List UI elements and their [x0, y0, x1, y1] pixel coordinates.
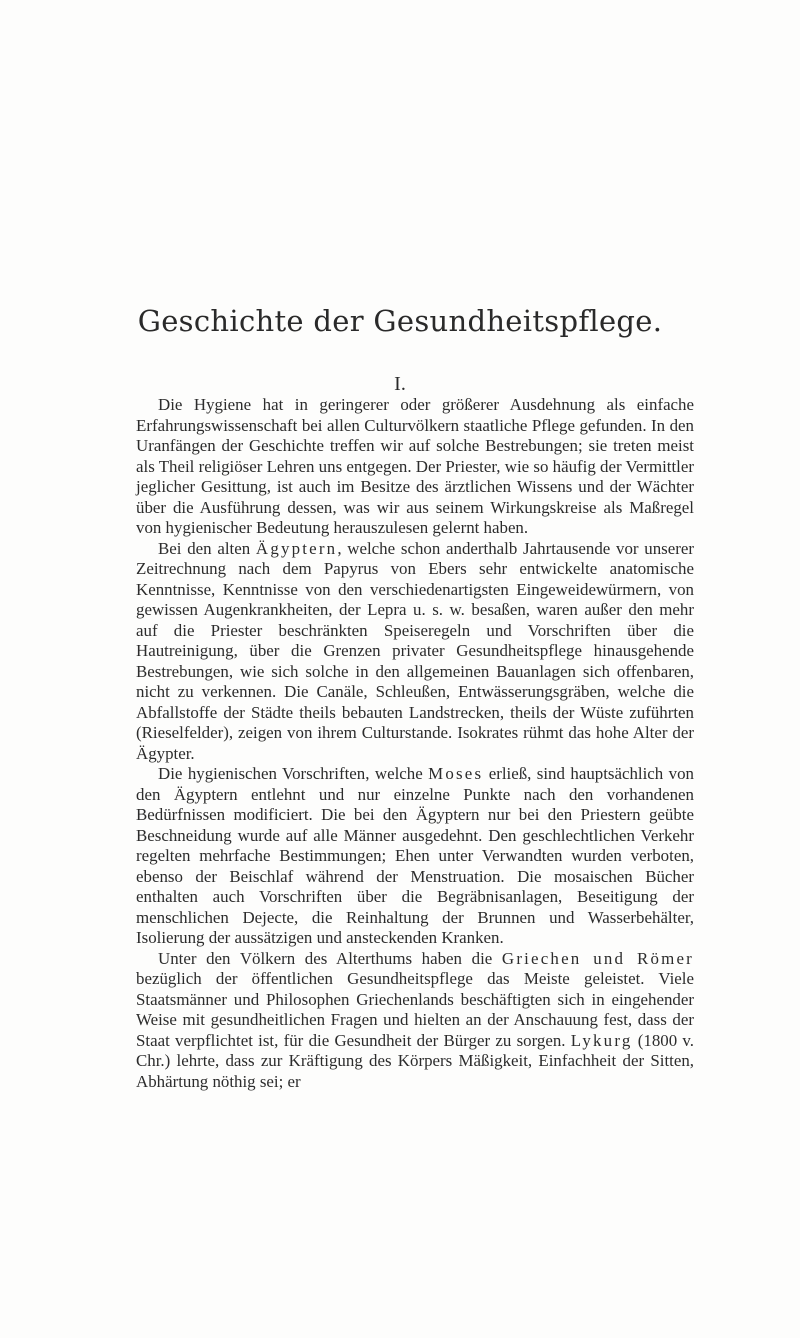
paragraph-4 [136, 949, 694, 1093]
paragraph-4-text-b: bezüglich der öffentlichen Gesundheitspflege das Meiste geleistet. Viele Staatsmänner und Philosophen Griechenlands beschäftigten sich in eingehender Weise mit gesundheitlichen Fragen und hielten an der Anschauung fest, dass der Staat verpflichtet ist, für die Gesundheit der Bürger zu sorgen. [136, 969, 694, 1050]
paragraph-2-text-b: , welche schon anderthalb Jahrtausende vor unserer Zeitrechnung nach dem Papyrus von Ebers sehr entwickelte anatomische Kenntnisse, Kenntnisse von den verschiedenartigsten Eingeweidewürmern, von gewissen Augenkrankheiten, der Lepra u. s. w. besaßen, waren außer den mehr auf die Priester beschränkten Speiseregeln und Vorschriften über die Hautreinigung, über die Grenzen privater Gesundheitspflege hinausgehende Bestrebungen, wie sich solche in den allgemeinen Bauanlagen sich offenbaren, nicht zu verkennen. Die Canäle, Schleußen, Entwässerungsgräben, welche die Abfallstoffe der Städte theils bebauten Landstrecken, theils der Wüste zuführten (Rieselfelder), zeigen von ihrem Culturstande. Isokrates rühmt das hohe Alter der Ägypter. [136, 538, 695, 763]
body-text [136, 395, 694, 1092]
emphasized-term-griechen-roemer: Griechen und Römer [501, 948, 695, 968]
section-number: I. [394, 373, 406, 395]
paragraph-4-text-a: Unter den Völkern des Alterthums haben die [158, 948, 502, 968]
paragraph-3-text-a: Die hygienischen Vorschriften, welche [158, 764, 429, 783]
paragraph-3 [136, 764, 694, 949]
paragraph-3-text-b: erließ, sind hauptsächlich von den Ägyptern entlehnt und nur einzelne Punkte nach den vorhandenen Bedürfnissen modificiert. Die bei den Ägyptern nur bei den Priestern geübte Beschneidung wurde auf alle Männer ausgedehnt. Den geschlechtlichen Verkehr regelten mehrfache Bestimmungen; Ehen unter Verwandten wurden verboten, ebenso der Beischlaf während der Menstruation. Die mosaischen Bücher enthalten auch Vorschriften über die Begräbnisanlagen, Beseitigung der menschlichen Dejecte, die Reinhaltung der Brunnen und Wasserbehälter, Isolierung der aussätzigen und ansteckenden Kranken. [136, 764, 695, 947]
emphasized-term-lykurg: Lykurg [570, 1030, 633, 1050]
paragraph-1-text: Die Hygiene hat in geringerer oder größerer Ausdehnung als einfache Erfahrungswissenschaft bei allen Culturvölkern staatliche Pflege gefunden. In den Uranfängen der Geschichte treffen wir auf solche Bestrebungen; sie treten meist als Theil religiöser Lehren uns entgegen. Der Priester, wie so häufig der Vermittler jeglicher Gesittung, ist auch im Besitze des ärztlichen Wissens und der Wächter über die Ausführung dessen, was wir aus seinem Wirkungskreise als Maßregel von hygienischer Bedeutung herauszulesen gelernt haben. [136, 395, 694, 537]
emphasized-term-aegyptern: Ägyptern [255, 538, 338, 558]
paragraph-4-text-c: (1800 v. Chr.) lehrte, dass zur Kräftigung des Körpers Mäßigkeit, Einfachheit der Sitten, Abhärtung nöthig sei; er [136, 1030, 694, 1091]
paragraph-2 [136, 539, 694, 765]
paragraph-1 [136, 395, 694, 539]
paragraph-2-text-a: Bei den alten [158, 538, 256, 558]
emphasized-term-moses: Moses [428, 764, 484, 783]
page-title: Geschichte der Gesundheitspflege. [137, 304, 663, 338]
